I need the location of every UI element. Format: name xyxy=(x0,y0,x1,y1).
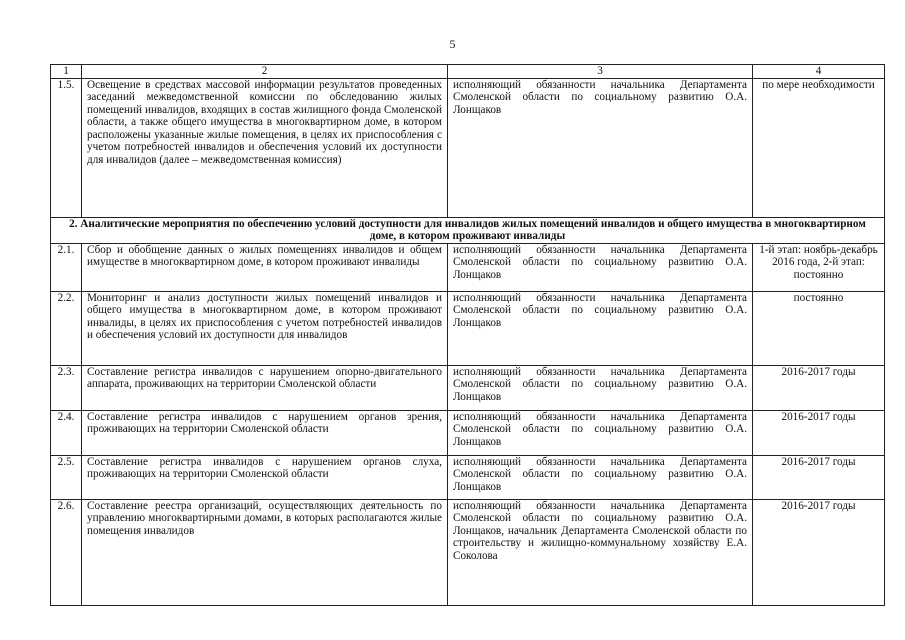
row-action: Составление реестра организаций, осуществляющих деятельность по управлению многоквартирными домами, в которых располагаются жилые помещения инвалидов xyxy=(82,499,448,605)
row-term: 2016-2017 годы xyxy=(753,365,885,410)
row-number: 2.6. xyxy=(51,499,82,605)
row-number: 2.5. xyxy=(51,455,82,499)
page-number: 5 xyxy=(449,37,456,51)
table-row xyxy=(51,291,885,365)
row-number: 2.1. xyxy=(51,243,82,291)
section-title: 2. Аналитические мероприятия по обеспечению условий доступности для инвалидов жилых помещений инвалидов и общего имущества в многоквартирном доме, в котором проживают инвалиды xyxy=(51,217,885,243)
row-responsible: исполняющий обязанности начальника Департамента Смоленской области по социальному развитию О.А. Лонщаков xyxy=(448,365,753,410)
row-number: 2.2. xyxy=(51,291,82,365)
row-action: Составление регистра инвалидов с нарушением органов слуха, проживающих на территории Смоленской области xyxy=(82,455,448,499)
action-plan-table xyxy=(50,64,885,606)
row-term: по мере необходимости xyxy=(753,78,885,217)
row-responsible: исполняющий обязанности начальника Департамента Смоленской области по социальному развитию О.А. Лонщаков xyxy=(448,455,753,499)
row-responsible: исполняющий обязанности начальника Департамента Смоленской области по социальному развитию О.А. Лонщаков xyxy=(448,291,753,365)
header-col-3: 3 xyxy=(448,65,753,79)
row-responsible: исполняющий обязанности начальника Департамента Смоленской области по социальному развитию О.А. Лонщаков xyxy=(448,410,753,455)
row-term: 1-й этап: ноябрь-декабрь 2016 года, 2-й этап: постоянно xyxy=(753,243,885,291)
table-row xyxy=(51,243,885,291)
header-col-2: 2 xyxy=(82,65,448,79)
row-responsible: исполняющий обязанности начальника Департамента Смоленской области по социальному развитию О.А. Лонщаков xyxy=(448,78,753,217)
row-responsible: исполняющий обязанности начальника Департамента Смоленской области по социальному развитию О.А. Лонщаков xyxy=(448,243,753,291)
table-row xyxy=(51,455,885,499)
row-number: 1.5. xyxy=(51,78,82,217)
header-col-1: 1 xyxy=(51,65,82,79)
row-number: 2.4. xyxy=(51,410,82,455)
row-term: постоянно xyxy=(753,291,885,365)
row-responsible: исполняющий обязанности начальника Департамента Смоленской области по социальному развитию О.А. Лонщаков, начальник Департамента Смоленской области по строительству и жилищно-коммунальному хозяйству Е.А. Соколова xyxy=(448,499,753,605)
row-number: 2.3. xyxy=(51,365,82,410)
row-term: 2016-2017 годы xyxy=(753,499,885,605)
row-term: 2016-2017 годы xyxy=(753,455,885,499)
row-action: Мониторинг и анализ доступности жилых помещений инвалидов и общего имущества в многоквартирном доме, в котором проживают инвалиды, в целях их приспособления с учетом потребностей инвалидов и обеспечения условий их доступности для инвалидов xyxy=(82,291,448,365)
row-term: 2016-2017 годы xyxy=(753,410,885,455)
row-action: Освещение в средствах массовой информации результатов проведенных заседаний межведомственной комиссии по обследованию жилых помещений инвалидов, входящих в состав жилищного фонда Смоленской области, а также общего имущества в многоквартирном доме, в котором расположены указанные жилые помещения, в целях их приспособления с учетом потребностей инвалидов и обеспечения условий их доступности для инвалидов (далее – межведомственная комиссия) xyxy=(82,78,448,217)
table-row xyxy=(51,410,885,455)
header-row xyxy=(51,65,885,79)
table-row xyxy=(51,365,885,410)
table-row xyxy=(51,499,885,605)
table-row xyxy=(51,78,885,217)
header-col-4: 4 xyxy=(753,65,885,79)
row-action: Сбор и обобщение данных о жилых помещениях инвалидов и общем имуществе в многоквартирном доме, в котором проживают инвалиды xyxy=(82,243,448,291)
section-header-row xyxy=(51,217,885,243)
row-action: Составление регистра инвалидов с нарушением опорно-двигательного аппарата, проживающих на территории Смоленской области xyxy=(82,365,448,410)
row-action: Составление регистра инвалидов с нарушением органов зрения, проживающих на территории Смоленской области xyxy=(82,410,448,455)
